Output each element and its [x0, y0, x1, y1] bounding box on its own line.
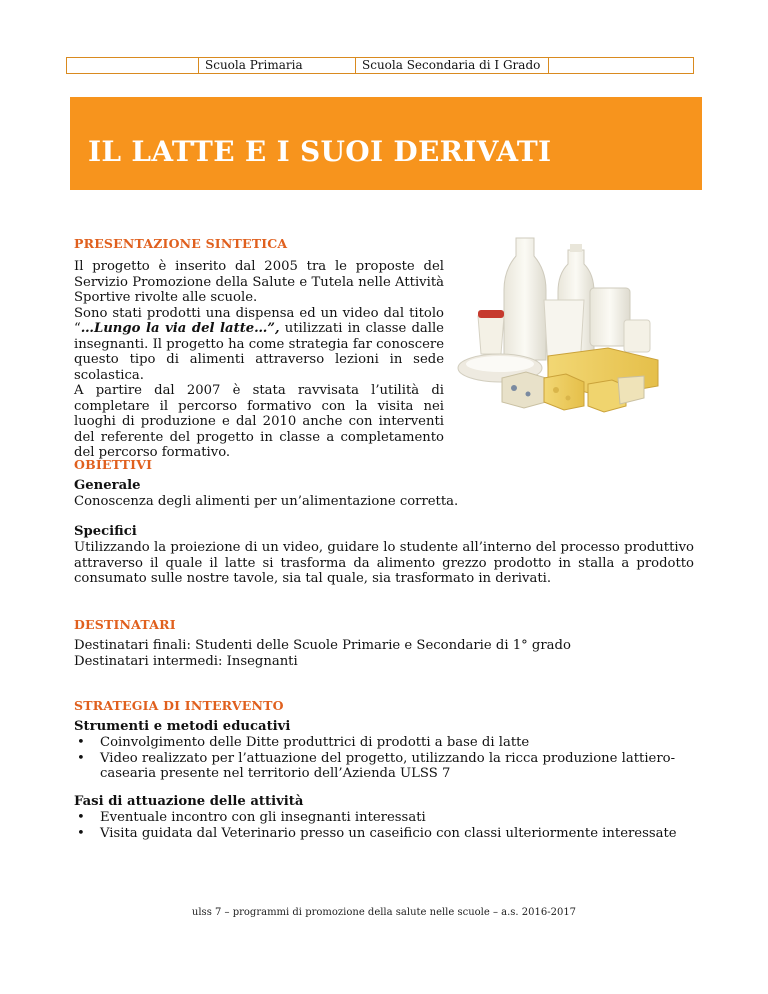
fasi-label: Fasi di attuazione delle attività [74, 794, 304, 809]
generale-text: Conoscenza degli alimenti per un’alimentazione corretta. [74, 494, 459, 509]
strumenti-list [74, 735, 696, 782]
intro-p2-after: utilizzati in classe dalle insegnanti. Il progetto ha come strategia far conoscere questo tipo di alimenti attraverso lezioni in sede scolastica. [74, 321, 444, 383]
header-cell-empty-right [549, 58, 693, 73]
intro-p3: A partire dal 2007 è stata ravvisata l’utilità di completare il percorso formativo con la visita nei luoghi di produzione e dal 2010 anche con interventi del referente del progetto in classe a completamento del percorso formativo. [74, 383, 444, 460]
list-item-text: Coinvolgimento delle Ditte produttrici di prodotti a base di latte [100, 735, 530, 750]
list-item [74, 735, 696, 751]
generale-label: Generale [74, 478, 141, 493]
specifici-text: Utilizzando la proiezione di un video, guidare lo studente all’interno del processo produttivo attraverso il quale il latte si trasforma da alimento grezzo prodotto in stalla a prodotto consumato sulle nostre tavole, sia tal quale, sia trasformato in derivati. [74, 540, 694, 586]
destinatari-finali: Destinatari finali: Studenti delle Scuole Primarie e Secondarie di 1° grado [74, 638, 571, 653]
title-banner [70, 97, 702, 190]
list-item [74, 826, 696, 842]
header-cell-secondaria: Scuola Secondaria di I Grado [356, 58, 549, 73]
list-item [74, 810, 696, 826]
bullet-icon: • [77, 810, 85, 825]
list-item-text: Video realizzato per l’attuazione del progetto, utilizzando la ricca produzione lattiero-casearia presente nel territorio dell’Azienda ULSS 7 [100, 750, 676, 781]
video-title: …Lungo la via del latte…”, [80, 321, 280, 336]
section-heading-destinatari: DESTINATARI [74, 617, 176, 632]
section-heading-presentazione: PRESENTAZIONE SINTETICA [74, 236, 288, 251]
list-item [74, 751, 696, 782]
list-item-text: Visita guidata dal Veterinario presso un caseificio con classi ulteriormente interessate [100, 825, 677, 841]
header-cell-empty-left [67, 58, 199, 73]
header-cell-primaria: Scuola Primaria [199, 58, 356, 73]
destinatari-intermedi: Destinatari intermedi: Insegnanti [74, 654, 298, 669]
bullet-icon: • [77, 750, 85, 766]
intro-p2-before: Sono stati prodotti una dispensa ed un video dal titolo “ [74, 305, 444, 336]
bullet-icon: • [77, 735, 85, 750]
school-level-table [66, 57, 694, 74]
page-footer: ulss 7 – programmi di promozione della salute nelle scuole – a.s. 2016-2017 [191, 907, 577, 918]
list-item-text: Eventuale incontro con gli insegnanti interessati [100, 810, 426, 825]
section-heading-strategia: STRATEGIA DI INTERVENTO [74, 698, 284, 713]
section-heading-obiettivi: OBIETTIVI [74, 457, 153, 472]
specifici-label: Specifici [74, 524, 137, 539]
intro-p1: Il progetto è inserito dal 2005 tra le proposte del Servizio Promozione della Salute e Tutela nelle Attività Sportive rivolte alle scuole. [74, 259, 444, 305]
page-title: IL LATTE E I SUOI DERIVATI [88, 135, 552, 168]
dairy-illustration [448, 228, 662, 428]
bullet-icon: • [77, 825, 85, 841]
dairy-products-image [448, 228, 662, 428]
fasi-list [74, 810, 696, 841]
intro-paragraph [74, 259, 444, 461]
strumenti-label: Strumenti e metodi educativi [74, 719, 291, 734]
